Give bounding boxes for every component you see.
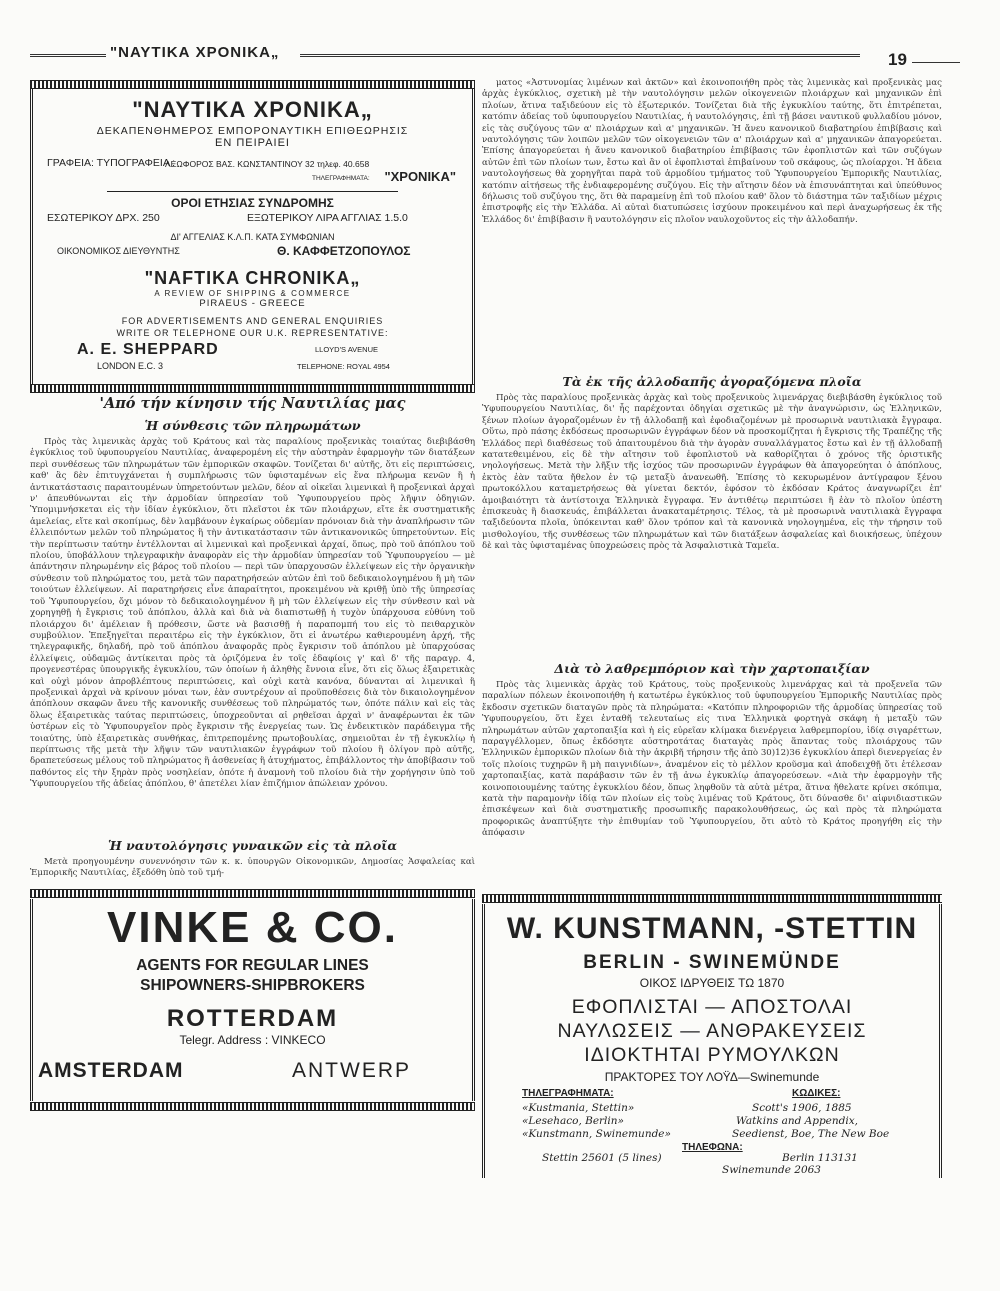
telegrams-label: ΤΗΛΕΓΡΑΦΗΜΑΤΑ: bbox=[522, 1088, 614, 1099]
masthead-box bbox=[30, 89, 475, 384]
english-ads-line-1: FOR ADVERTISEMENTS AND GENERAL ENQUIRIES bbox=[121, 316, 384, 326]
vinke-city-antwerp: ANTWERP bbox=[292, 1059, 411, 1082]
vinke-city: ROTTERDAM bbox=[166, 1005, 339, 1032]
english-ads-line-2: WRITE OR TELEPHONE OUR U.K. REPRESENTATIVE: bbox=[116, 328, 389, 338]
kunstmann-agents: ΠΡΑΚΤΟΡΕΣ ΤΟΥ ΛΟΫΔ—Swinemunde bbox=[604, 1070, 820, 1084]
director-line bbox=[47, 244, 458, 260]
article-heading-smuggling: Διὰ τὸ λαθρεμπόριον καὶ τὴν χαρτοπαιξίαν bbox=[554, 661, 870, 676]
rep-london: LONDON E.C. 3 bbox=[97, 361, 164, 371]
vinke-line-2: SHIPOWNERS-SHIPBROKERS bbox=[140, 977, 365, 994]
masthead-border-bottom bbox=[30, 384, 475, 393]
page-number: 19 bbox=[888, 50, 907, 69]
masthead-office bbox=[47, 157, 458, 189]
code-2: Watkins and Appendix, bbox=[736, 1115, 858, 1127]
subscription-prices bbox=[47, 210, 458, 226]
kunstmann-service-3: ΙΔΙΟΚΤΗΤΑΙ ΡΥΜΟΥΛΚΩΝ bbox=[584, 1044, 840, 1066]
kunstmann-cities: BERLIN - SWINEMÜNDE bbox=[583, 952, 841, 973]
kunstmann-founded: ΟΙΚΟΣ ΙΔΡΥΘΕΙΣ ΤΩ 1870 bbox=[639, 976, 785, 990]
header-title: "ΝΑΥΤΙΚΑ ΧΡΟΝΙΚΑ„ bbox=[110, 44, 280, 61]
article-paragraph: Μετὰ προηγουμένην συνεννόησιν τῶν κ. κ. ὑπουργῶν Οἰκονομικῶν, Δημοσίας Ἀσφαλείας καὶ Ἐμπορικῆς Ναυτιλίας, ἐξεδόθη ὑπὸ τοῦ τμή- bbox=[30, 857, 475, 879]
article-body-women-cont bbox=[482, 78, 942, 368]
price-domestic: ΕΣΩΤΕΡΙΚΟΥ ΔΡΧ. 250 bbox=[47, 212, 160, 224]
telegram-3: «Kunstmann, Swinemunde» bbox=[522, 1128, 671, 1140]
subscription-title: ΟΡΟΙ ΕΤΗΣΙΑΣ ΣΥΝΔΡΟΜΗΣ bbox=[171, 196, 334, 210]
kunstmann-service-2: ΝΑΥΛΩΣΕΙΣ — ΑΝΘΡΑΚΕΥΣΕΙΣ bbox=[557, 1020, 867, 1042]
article-body-women bbox=[30, 857, 475, 881]
office-address: ΛΕΩΦΟΡΟΣ ΒΑΣ. ΚΩΝΣΤΑΝΤΙΝΟΥ 32 τηλεφ. 40.658 bbox=[165, 159, 370, 169]
article-paragraph: ματος «Ἀστυνομίας λιμένων καὶ ἀκτῶν» καὶ ἐκοινοποιήθη πρὸς τὰς λιμενικὰς καὶ προξενικὰς μας ἀρχὰς ἐγκύκλιος, σχετικὴ μὲ τὴν ναυτολόγησιν μελῶν οἰκογενειῶν πλοιάρχων καὶ μηχανικῶν ἐπὶ πλοίων, ἅτινα ταξιδεύουν εἰς τὸ ἐξωτερικόν. Τονίζεται διὰ τῆς ἐγκυκλίου ταύτης, ὅτι ἐπιτρέπεται, κατόπιν ἀδείας τοῦ ὑφυπουργείου Ναυτιλίας, ἡ ναυτολόγησις, ἐπὶ τῇ βάσει ναυτικοῦ φυλλαδίου μόνον, εἰς τὰς συζύγους τῶν α' πλοιάρχων καὶ α' μηχανικῶν. Ἡ ἄνευ κανονικοῦ διαβατηρίου ἐπιβίβασις καὶ ναυτολόγησις τῶν λοιπῶν μελῶν τῶν οἰκογενειῶν τῶν α' πλοιάρχων καὶ α' μηχανικῶν ἀπαγορεύεται. Ἐπίσης ἀπαγορεύεται ἡ ἄνευ κανονικοῦ διαβατηρίου ἐπιβίβασις τῶν ἐφοπλιστῶν καὶ τῶν συζύγων αὐτῶν ἐπὶ τῶν πλοίων των, ἔστω καὶ ἂν οἱ ἐφοπλισταὶ ἐπιβαίνουν τοῦ σκάφους, ὡς πλοίαρχοι. Ἡ ἄδεια ναυτολογήσεως θὰ χορηγῆται παρὰ τοῦ ἁρμοδίου τμήματος τοῦ Ὑφυπουργείου Ἐμπορικῆς Ναυτιλίας, κατόπιν αἰτήσεως τῆς ἐνδιαφερομένης συζύγου. Εἰς τὴν αἴτησιν δέον νὰ ἐπισυνάπτηται καὶ ὑπεύθυνος δήλωσις τοῦ συζύγου της, ὅτι θὰ παραμείνῃ ἐπὶ τοῦ πλοίου καθ' ὅλον τὸ διάστημα τῶν ταξιδίων μέχρις ἐπιστροφῆς εἰς τὴν Ἑλλάδα. Αἱ αὐταὶ διατυπώσεις ἰσχύουν προκειμένου καὶ περὶ ἀναχωρήσεως ἐκ τῆς Ἑλλάδος δι' ἐπιβίβασιν ἢ ναυτολόγησιν εἰς πλοῖον ναυλοχοῦντος εἰς τὴν ἀλλοδαπήν. bbox=[482, 78, 942, 225]
kunstmann-advertisement bbox=[482, 894, 942, 1178]
telegram-address: "ΧΡΟΝΙΚΑ" bbox=[384, 169, 456, 184]
codes-label: ΚΩΔΙΚΕΣ: bbox=[792, 1088, 841, 1099]
left-column bbox=[30, 80, 475, 1111]
article-body-crews bbox=[30, 437, 475, 832]
masthead-divider bbox=[107, 191, 398, 192]
ad-border-top bbox=[30, 889, 475, 898]
masthead-title: "ΝΑΥΤΙΚΑ ΧΡΟΝΙΚΑ„ bbox=[132, 97, 373, 122]
article-paragraph: Πρὸς τὰς λιμενικὰς ἀρχὰς τοῦ Κράτους, τοὺς προξενικοὺς λιμενάρχας καὶ τὰ προξενεῖα τῶν παραλίων πόλεων ἐκοινοποιήθη ἡ κατωτέρω ἐγκύκλιος τοῦ ὑφυπουργείου Ἐμπορικῆς Ναυτιλίας πρὸς ἔκδοσιν σχετικῶν διαταγῶν πρὸς τὰ πληρώματα: «Κατόπιν πληροφοριῶν τῆς ἁρμοδίας ὑπηρεσίας τοῦ Ὑφυπουργείου, ὅτι ἔχει ἐνταθῆ τελευταίως εἰς τινα Ἑλληνικὰ φορτηγὰ σκάφη ἡ μεταξὺ τῶν πληρωμάτων αὐτῶν χαρτοπαιξία καὶ ἡ εἰς εὐρεῖαν κλίμακα διενέργεια λαθρεμπορίου, ἰδίᾳ σιγαρέττων, παραγγέλλομεν, ὅπως ἐκδόσητε αὐστηροτάτας διαταγὰς πρὸς ἅπαντας τοὺς πλοιάρχους τῶν Ἑλληνικῶν ἐμπορικῶν πλοίων διὰ τὴν ἀκριβῆ τήρησιν τῆς ἀπὸ 30)12)36 ἐγκυκλίου ἀπερὶ διενεργείας ἐν τοῖς πλοίοις τυχηρῶν ἢ μὴ παιγνιδίων», ἀναμένον εἰς τὸ μέλλον κροῦσμα καὶ ἀποδειχθῇ ὅτι ἐτέλεσαν χαρτοπαιξίας, κατὰ παράβασιν τῶν ἐν τῇ ἀνω ἐγκυκλίῳ ἀπαγορεύσεων. «Διὰ τὴν ἐφαρμογὴν τῆς κοινοποιουμένης ταύτης ἐγκυκλίου δέον, ὅπως ληφθοῦν τὰ αὐτὰ μέτρα, ἅτινα ἤθελατε κρίνει σκόπιμα, κατὰ τὴν παραμονὴν ἰδίᾳ τῶν πλοίων εἰς τοὺς λιμένας τοῦ Κράτους, ὅτι δύνασθε δι' αἰφνιδιαστικῶν ἐπισκέψεων καὶ διὰ συστηματικῆς προσωπικῆς παρακολουθήσεως, ὡς καὶ πρὸς τὰ πληρώματα προφορικῶς ἀναπτύξητε τὴν ἐπιθυμίαν τοῦ Ὑφυπουργείου, ὅτι αὐτὸ τὸ Κράτος προηγήθη εἰς τὴν ἀπόφασιν bbox=[482, 680, 942, 839]
article-paragraph: Πρὸς τὰς παραλίους προξενικὰς ἀρχὰς καὶ τοὺς προξενικοὺς λιμενάρχας διεβιβάσθη ἐγκύκλιος τοῦ Ὑφυπουργείου Ναυτιλίας, δι' ἧς παρέχονται ὁδηγίαι σχετικῶς μὲ τὴν ἀναγνώρισιν, ὡς Ἑλληνικῶν, ξένων πλοίων ἀγοραζομένων ἐν τῇ ἀλλοδαπῇ καὶ ἐφοδιαζομένων μὲ προσωρινὰ ναυτιλιακὰ ἔγγραφα. Οὕτω, πρὸ πάσης ἐκδόσεως προσωρινῶν ἐγγράφων δέον νὰ προσκομίζηται ἡ ἔγκρισις τῆς Τραπέζης τῆς Ἑλλάδος περὶ διαθέσεως τοῦ ἀπαιτουμένου διὰ τὴν ἀγορὰν συναλλάγματος ἔστω καὶ ἐν τῇ ἀλλοδαπῇ κατατεθειμένου, εἰς δὲ τὴν αἴτησιν τοῦ ἐφοπλιστοῦ νὰ καθορίζηται ὁ χρόνος τῆς ὁριστικῆς νηολογήσεως. Μετὰ τὴν λῆξιν τῆς ἰσχύος τῶν προσωρινῶν ἐγγράφων θὰ ἀπαγορεύηται ὁ ἀπόπλους, ἐκτὸς ἐὰν ταῦτα ἤθελον ἐν τῷ μεταξὺ ἀνανεωθῆ. Ἐπίσης τὸ κεκυρωμένον ἀντίγραφον ξένου πρωτοκόλλου καταμετρήσεως θὰ γίνεται δεκτόν, ἐφόσον τὸ ἐκδόσαν Κράτος ἀναγνωρίζει ἐπ' ἀμοιβαιότητι τὰ ἀντίστοιχα Ἑλληνικὰ ἔγγραφα. Ἐν ἀντιθέτῳ περιπτώσει ἢ ἐὰν τὸ πλοῖον ὑπέστη ἐπισκευὰς ἢ διασκευάς, ἐπιβάλλεται ἀνακαταμέτρησις. Τέλος, τὰ μὲ προσωρινὰ ναυτιλιακὰ ἔγγραφα ταξιδεύοντα πλοῖα, ὑπόκεινται καθ' ὅλον τρόπον καὶ τὰ κανονικὰ νηολογημένα, εἰς τὴν τήρησιν τοῦ μισθολογίου, τῆς συνθέσεως τῶν πληρωμάτων καὶ τῶν διατάξεων ἀσφαλείας καὶ διοικήσεως, ὑπέχουν δὲ καὶ τὰς ὑφισταμένας ὑποχρεώσεις πρὸς τὰ Ἀσφαλιστικὰ Ταμεῖα. bbox=[482, 393, 942, 552]
english-ads-notice bbox=[47, 315, 458, 339]
article-paragraph: Πρὸς τὰς λιμενικὰς ἀρχὰς τοῦ Κράτους καὶ τὰς παραλίους προξενικὰς τοιαύτας διεβιβάσθη ἐγκύκλιος τοῦ ὑφυπουργείου Ναυτιλίας, ἀναφερομένη εἰς τὴν αὐστηρὰν ἐφαρμογὴν τῶν διατάξεων περὶ συνθέσεως τῶν πληρωμάτων τῶν ἐμπορικῶν σκαφῶν. Τονίζεται δι' αὐτῆς, ὅτι εἰς περιπτώσεις, καθ' ἃς δὲν ἐπιτυγχάνεται ἡ συμπλήρωσις τῶν ὑφισταμένων εἰς ἕνα πλήρωμα κενῶν ἢ ἡ ἀντικατάστασις παραιτουμένων ὑπηρετούντων μελῶν, δέον αἱ οἰκεῖαι λιμενικαὶ ἢ προξενικαὶ ἀρχαὶ ν' ἀπευθύνωνται εἰς τὴν ἁρμοδίαν ὑπηρεσίαν τοῦ Ὑφυπουργείου πρὸς λῆψιν ὁδηγιῶν. Ὑπομιμνήσκεται εἰς τὴν ἰδίαν ἐγκύκλιον, ὅτι πλεῖστοι ἐκ τῶν πλοιάρχων, εἴτε ἐκ συστηματικῆς ἀμελείας, εἴτε καὶ σκοπίμως, δὲν λαμβάνουν ἐγκαίρως οὐδεμίαν πρόνοιαν διὰ τὴν ἀναπλήρωσιν τῶν ἐλλειπόντων μελῶν τοῦ πληρώματος ἢ τὴν ἀντικατάστασιν τῶν ἀντικανονικῶς ὑπηρετούντων. Εἰς τὴν περίπτωσιν ταύτην ἐντέλλονται αἱ λιμενικαὶ καὶ προξενικαὶ ἀρχαί, ὅπως, πρὸ τοῦ ἀπόπλου τοῦ πλοίου, ὑποβάλλουν τηλεγραφικὴν ἀναφορὰν εἰς τὴν ἁρμοδίαν ὑπηρεσίαν τοῦ Ὑφυπουργείου — μὲ ἀπάντησιν πληρωμένην εἰς βάρος τοῦ πλοίου — περὶ τῶν ὑπαρχουσῶν ἐλλείψεων εἰς τὴν ὀργανικὴν σύνθεσιν τοῦ πληρώματος του, μετὰ τῶν παρατηρήσεών αὐτῶν ἐπὶ τοῦ δεδικαιολογημένου ἢ μὴ τῶν τοιούτων ἐλλείψεων. Αἱ παρατηρήσεις εἶνε ἀπαραίτητοι, προκειμένου νὰ κριθῇ ὑπὸ τῆς ὑπηρεσίας τοῦ Ὑφυπουργείου, ὄχι μόνον τὸ δεδικαιολογημένον ἢ μὴ τῶν ἐλλείψεων εἰς τὴν σύνθεσιν καὶ νὰ χορηγηθῇ ἡ ἔγκρισις τοῦ ἀπόπλου, ἀλλὰ καὶ διὰ νὰ διαπιστωθῇ ἡ τυχὸν ὑπάρχουσα εὐθύνη τοῦ πλοιάρχου δι' ἀμέλειαν ἢ πρόθεσιν, ὥστε νὰ βασισθῇ ἡ παραπομπή του εἰς τὸ πειθαρχικὸν συμβούλιον. Ἐπεξηγεῖται περαιτέρω εἰς τὴν ἐγκύκλιον, ὅτι εἰ ἀνωτέρω καθιερουμένη ἀρχή, τῆς τηλεγραφικῆς, δηλαδή, πρὸ τοῦ ἀπόπλου ἀναφορᾶς πρὸς ἔγκρισιν τοῦ ἀπόπλου μὲ ὑπαρχούσας ἐλλείψεις, οὐδαμῶς ἀντίκειται πρὸς τὰ ὁριζόμενα ἐν τοῖς ἐδαφίοις γ' καὶ δ' τῆς παραγρ. 4, προγενεστέρας ὑπουργικῆς ἐγκυκλίου, τῶν ὁποίων ἡ ἀληθὴς ἔννοια εἶνε, ὅτι εἰς ὅλως ἐξαιρετικὰς καὶ οὐχὶ μόνον ἀπροβλέπτους περιπτώσεις, καὶ οὐχὶ κατὰ κανόνα, δύνανται αἱ λιμενικαὶ ἢ προξενικαὶ ἀρχαὶ νὰ κρίνουν μόναι των, ἐὰν συντρέχουν αἱ προϋποθέσεις διὰ τὸν δικαιολογημένον ἀπόπλουν σκαφῶν ἄνευ τῆς κανονικῆς συνθέσεως τοῦ πληρώματός των, ὁπότε πάλιν καὶ εἰς τὰς ὅλως ἐξαιρετικὰς ταύτας περιπτώσεις, ὑποχρεοῦνται αἱ ρηθεῖσαι ἀρχαὶ ν' ἀναφέρωνται ἐκ τῶν ὑστέρων εἰς τὸ Ὑφυπουργεῖον πρὸς ἔγκρισιν τῆς ἐνεργείας των. Ὡς ἐνδεικτικὸν παράδειγμα τῆς τοιαύτης, ὑπὸ ἐξαιρετικὰς συνθήκας, ἐπιτρεπομένης πρωτοβουλίας, σημειοῦται ἐν τῇ ἐγκυκλίῳ ἡ περίπτωσις τῆς μετὰ τὴν λῆψιν τῶν ναυτιλιακῶν ἐγγράφων τοῦ πλοίου ἢ ὀλίγον πρὸ αὐτῆς, δραπετεύσεως μέλους τοῦ πληρώματος ἢ ἀσθενείας ἢ ἀτυχήματος, ἐπιβάλλοντος τὴν ἀποβίβασιν τοῦ παθόντος εἰς τὴν ξηρὰν πρὸς νοσηλείαν, ὁπότε ἡ ἀναμονὴ τοῦ πλοίου διὰ τὴν χορήγησιν ὑπὸ τοῦ Ὑφυπουργείου τῆς ἀδείας ἀπόπλου, θ' ἀπετέλει λίαν ἐπιζήμιον ἀπώλειαν χρόνου. bbox=[30, 437, 475, 790]
article-heading-crews: Ἡ σύνθεσις τῶν πληρωμάτων bbox=[144, 418, 361, 433]
article-heading-women: Ἡ ναυτολόγησις γυναικῶν εἰς τὰ πλοῖα bbox=[108, 838, 397, 853]
vinke-advertisement bbox=[30, 889, 475, 1111]
ad-border-bottom bbox=[30, 1102, 475, 1111]
phones-label: ΤΗΛΕΦΩΝΑ: bbox=[682, 1142, 743, 1153]
code-3: Seedienst, Boe, The New Boe bbox=[732, 1128, 890, 1140]
page-number-rule bbox=[912, 62, 960, 63]
telegram-label: ΤΗΛΕΓΡΑΦΗΜΑΤΑ: bbox=[312, 175, 370, 182]
masthead-subtitle: ΔΕΚΑΠΕΝΘΗΜΕΡΟΣ ΕΜΠΟΡΟΝΑΥΤΙΚΗ ΕΠΙΘΕΩΡΗΣΙΣ bbox=[96, 125, 409, 137]
right-column bbox=[482, 78, 942, 1178]
phone-2: Berlin 113131 bbox=[782, 1152, 858, 1164]
rep-name: A. E. SHEPPARD bbox=[77, 341, 219, 358]
section-title: 'Από τήν κίνησιν τής Ναυτιλίας μας bbox=[99, 395, 406, 412]
rep-phone: TELEPHONE: ROYAL 4954 bbox=[297, 362, 390, 371]
english-city: PIRAEUS - GREECE bbox=[199, 298, 306, 309]
english-title: "NAFTIKA CHRONIKA„ bbox=[144, 268, 361, 288]
article-body-smuggling bbox=[482, 680, 942, 890]
rep-avenue: LLOYD'S AVENUE bbox=[315, 345, 378, 354]
masthead-border-top bbox=[30, 80, 475, 89]
vinke-line-1: AGENTS FOR REGULAR LINES bbox=[136, 957, 369, 974]
ad-border-top bbox=[482, 894, 942, 903]
kunstmann-name: W. KUNSTMANN, -STETTIN bbox=[506, 912, 918, 945]
vinke-telegram: Telegr. Address : VINKECO bbox=[179, 1033, 326, 1047]
article-body-foreign-ships bbox=[482, 393, 942, 655]
office-label: ΓΡΑΦΕΙΑ: ΤΥΠΟΓΡΑΦΕΙΑ : bbox=[47, 157, 176, 169]
vinke-name: VINKE & CO. bbox=[107, 903, 398, 952]
vinke-city-amsterdam: AMSTERDAM bbox=[38, 1059, 184, 1082]
telegram-2: «Lesehaco, Berlin» bbox=[522, 1115, 624, 1127]
code-1: Scott's 1906, 1885 bbox=[752, 1102, 852, 1114]
phone-1: Stettin 25601 (5 lines) bbox=[542, 1152, 662, 1164]
page-header bbox=[30, 40, 960, 74]
kunstmann-service-1: ΕΦΟΠΛΙΣΤΑΙ — ΑΠΟΣΤΟΛΑΙ bbox=[571, 996, 853, 1018]
telegram-1: «Kustmania, Stettin» bbox=[522, 1102, 635, 1114]
masthead-city: ΕΝ ΠΕΙΡΑΙΕΙ bbox=[215, 137, 290, 149]
header-rule-left bbox=[30, 54, 106, 57]
ads-notice: ΔΙ' ΑΓΓΕΛΙΑΣ Κ.Λ.Π. ΚΑΤΑ ΣΥΜΦΩΝΙΑΝ bbox=[170, 232, 335, 242]
article-heading-foreign-ships: Τὰ ἐκ τῆς ἀλλοδαπῆς ἀγοραζόμενα πλοῖα bbox=[562, 374, 862, 389]
director-name: Θ. ΚΑΦΦΕΤΖΟΠΟΥΛΟΣ bbox=[277, 244, 411, 258]
english-subtitle: A REVIEW OF SHIPPING & COMMERCE bbox=[154, 289, 351, 298]
price-foreign: ΕΞΩΤΕΡΙΚΟΥ ΛΙΡΑ ΑΓΓΛΙΑΣ 1.5.0 bbox=[247, 212, 408, 224]
header-rule-right bbox=[300, 54, 860, 57]
uk-representative bbox=[47, 341, 458, 377]
director-label: ΟΙΚΟΝΟΜΙΚΟΣ ΔΙΕΥΘΥΝΤΗΣ bbox=[57, 246, 180, 256]
phone-3: Swinemunde 2063 bbox=[722, 1164, 821, 1176]
